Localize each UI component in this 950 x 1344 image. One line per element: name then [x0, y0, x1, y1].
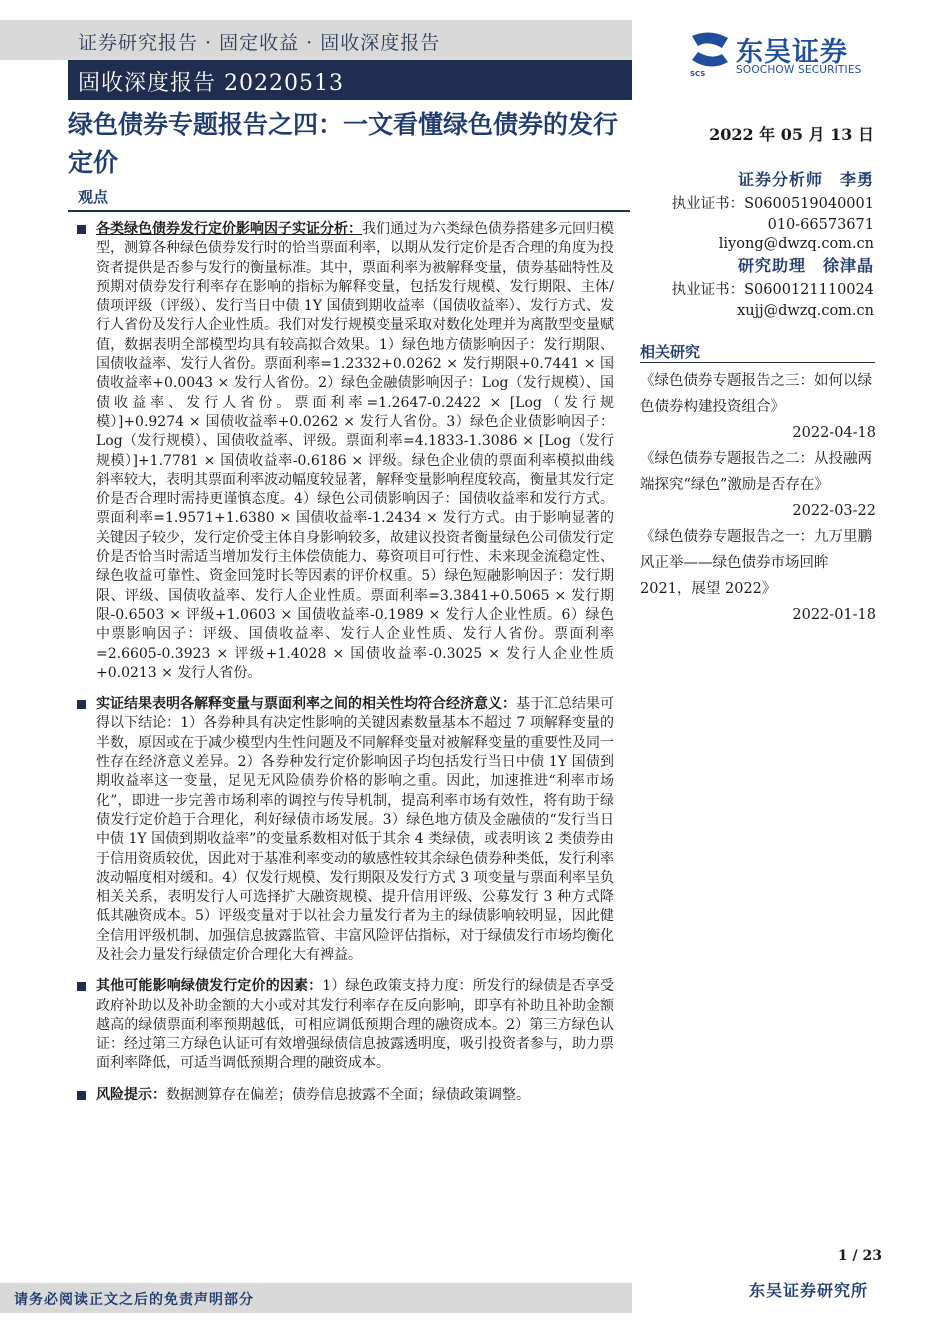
bullet-body: 1）绿色政策支持力度：所发行的绿债是否享受政府补助以及补助金额的大小或对其发行利率存在反向影响，即享有补助且补助金额越高的绿债票面利率预期越低，可相应调低预期合理的融资成本。2）第三方绿色认证：经过第三方绿色认证可有效增强绿债信息披露透明度，吸引投资者参与，助力票面利率降低，可适当调低预期合理的融资成本。	[96, 978, 615, 1072]
logo-cn: 东吴证券	[736, 37, 848, 68]
bullet-square-icon	[77, 225, 86, 234]
bullet-body: 数据测算存在偏差；债券信息披露不全面；绿债政策调整。	[166, 1086, 530, 1103]
related-item[interactable]	[640, 368, 876, 446]
bullet-heading: 各类绿色债券发行定价影响因子实证分析：	[96, 221, 362, 237]
page-number: 1 / 23	[837, 1248, 882, 1264]
report-date: 2022 年 05 月 13 日	[709, 125, 874, 144]
report-title: 绿色债券专题报告之四：一文看懂绿色债券的发行定价	[68, 110, 619, 177]
footer-disclaimer: 请务必阅读正文之后的免责声明部分	[14, 1292, 254, 1308]
bullet-heading: 实证结果表明各解释变量与票面利率之间的相关性均符合经济意义：	[96, 696, 516, 713]
logo-en: SOOCHOW SECURITIES	[736, 64, 862, 76]
footer-disclaimer-bar	[0, 1283, 632, 1313]
view-label: 观点	[78, 188, 109, 206]
footer-institute: 东吴证券研究所	[748, 1281, 868, 1300]
bullet-heading: 风险提示：	[96, 1086, 166, 1103]
related-item-title: 《绿色债券专题报告之三：如何以绿色债券构建投资组合》	[640, 373, 872, 415]
divider	[68, 210, 630, 212]
summary-points	[74, 220, 614, 1117]
bullet-heading: 其他可能影响绿债发行定价的因素：	[96, 978, 323, 995]
related-item-title: 《绿色债券专题报告之二：从投融两端探究“绿色”激励是否存在》	[640, 451, 872, 493]
logo-mark-text: SCS	[690, 70, 706, 78]
header-series-bar	[68, 60, 632, 100]
related-item[interactable]	[640, 446, 876, 524]
analyst-1-name: 证券分析师 李勇	[737, 170, 874, 189]
analyst-2-email[interactable]: xujj@dwzq.com.cn	[737, 303, 874, 319]
bullet-square-icon	[77, 700, 86, 709]
summary-bullet	[74, 695, 614, 965]
bullet-body: 我们通过为六类绿色债券搭建多元回归模型，测算各种绿色债券发行时的恰当票面利率，以期从发行定价是否合理的角度为投资者提供是否参与发行的衡量标准。其中，票面利率为被解释变量，债券基础特性及预期对债券发行利率存在影响的指标为解释变量，包括发行规模、发行期限、主体/债项评级（评级）、发行当日中债 1Y 国债到期收益率（国债收益率）、发行方式、发行人省份及发行人企业性质。我们对发行规模变量采取对数化处理并为离散型变量赋值，数据表明全部模型均具有较高拟合效果。1）绿色地方债影响因子：发行期限、国债收益率、发行人省份。票面利率=1.2332+0.0262 × 发行期限+0.7441 × 国债收益率+0.0043 × 发行人省份。2）绿色金融债影响因子：Log（发行规模）、国债收益率、发行人省份。票面利率=1.2647-0.2422 × [Log（发行规模）]+0.9274 × 国债收益率+0.0262 × 发行人省份。3）绿色企业债影响因子：Log（发行规模）、国债收益率、评级。票面利率=4.1833-1.3086 × [Log（发行规模）]+1.7781 × 国债收益率-0.6186 × 评级。绿色企业债的票面利率模拟曲线斜率较大，表明其票面利率波动幅度较显著，解释变量影响程度较高，衡量其发行定价是否合理时需持更谨慎态度。4）绿色公司债影响因子：国债收益率和发行方式。票面利率=1.9571+1.6380 × 国债收益率-1.2434 × 发行方式。由于影响显著的关键因子较少，发行定价受主体自身影响较多，故建议投资者衡量绿色公司债发行定价是否恰当时需适当增加发行主体偿债能力、募资项目可行性、未来现金流稳定性、绿色收益可靠性、资金回笼时长等因素的评价权重。5）绿色短融影响因子：发行期限、评级、国债收益率、发行人企业性质。票面利率=3.3841+0.5065 × 发行期限-0.6503 × 评级+1.0603 × 国债收益率-0.1989 × 发行人企业性质。6）绿色中票影响因子：评级、国债收益率、发行人企业性质、发行人省份。票面利率=2.6605-0.3923 × 评级+1.4028 × 国债收益率-0.3025 × 发行人企业性质+0.0213 × 发行人省份。	[96, 221, 614, 681]
analyst-2-cert: 执业证书：S0600121110024	[671, 282, 874, 298]
bullet-square-icon	[77, 982, 86, 991]
related-item-date: 2022-03-22	[792, 503, 876, 519]
analyst-2-name: 研究助理 徐津晶	[737, 256, 874, 275]
summary-bullet	[74, 220, 614, 683]
related-item-date: 2022-04-18	[792, 425, 876, 441]
related-item-title: 《绿色债券专题报告之一：九万里鹏风正举——绿色债券市场回眸 2021，展望 2022》	[640, 529, 872, 597]
related-research-title: 相关研究	[640, 343, 701, 361]
bullet-body: 基于汇总结果可得以下结论：1）各券种具有决定性影响的关键因素数量基本不超过 7 项解释变量的半数，原因或在于减少模型内生性问题及不同解释变量对被解释变量的重要性及同一性存在经济意义差异。2）各券种发行定价影响因子均包括发行当日中债 1Y 国债到期收益率这一变量，足见无风险债券价格的影响之重。因此，加速推进“利率市场化”，即进一步完善市场利率的调控与传导机制，提高利率市场有效性，将有助于绿债发行定价趋于合理化，利好绿债市场发展。3）绿色地方债及金融债的“发行当日中债 1Y 国债到期收益率”的变量系数相对低于其余 4 类绿债，或表明该 2 类债券由于信用资质较优，因此对于基准利率变动的敏感性较其余绿色债券种类低，发行利率波动幅度相对缓和。4）仅发行规模、发行期限及发行方式 3 项变量与票面利率呈负相关关系，表明发行人可选择扩大融资规模、提升信用评级、公募发行 3 种方式降低其融资成本。5）评级变量对于以社会力量发行者为主的绿债影响较明显，因此健全信用评级机制、加强信息披露监管、丰富风险评估指标，对于绿债发行市场均衡化及社会力量发行绿债定价合理化大有裨益。	[96, 696, 614, 963]
related-research-list	[640, 368, 876, 628]
company-logo	[688, 30, 888, 80]
related-divider	[640, 362, 875, 363]
bullet-square-icon	[77, 1091, 86, 1100]
logo-mark-icon	[688, 30, 732, 70]
analyst-1-phone: 010-66573671	[767, 217, 874, 233]
related-item[interactable]	[640, 524, 876, 628]
summary-bullet	[74, 977, 614, 1073]
header-category: 证券研究报告 · 固定收益 · 固收深度报告	[78, 32, 441, 54]
summary-bullet	[74, 1086, 614, 1105]
analyst-1-email[interactable]: liyong@dwzq.com.cn	[718, 236, 874, 252]
related-item-date: 2022-01-18	[792, 607, 876, 623]
header-series: 固收深度报告 20220513	[78, 71, 344, 96]
analyst-1-cert: 执业证书：S0600519040001	[671, 196, 874, 212]
header-category-bar	[0, 20, 632, 60]
